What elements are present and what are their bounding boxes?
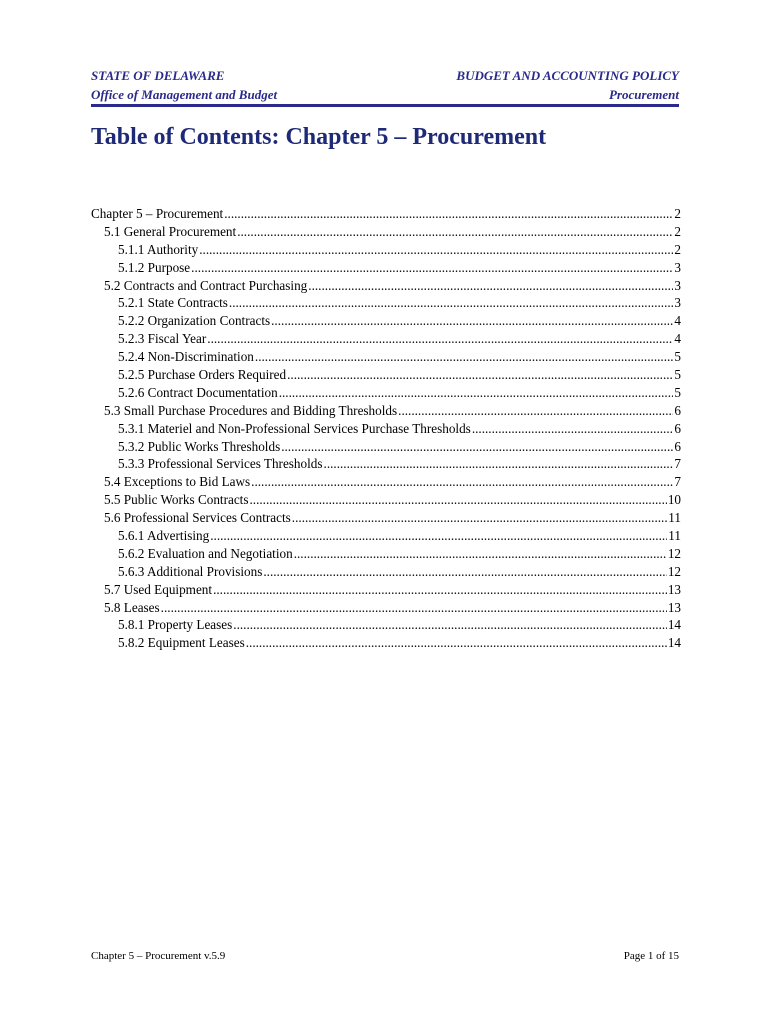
- toc-leader-dots: [271, 312, 673, 330]
- toc-leader-dots: [292, 509, 668, 527]
- toc-entry[interactable]: [91, 563, 681, 581]
- toc-leader-dots: [255, 348, 674, 366]
- toc-entry-page: 11: [668, 528, 681, 544]
- toc-entry-page: 6: [674, 438, 681, 454]
- toc-entry-page: 7: [674, 474, 681, 490]
- policy-name: BUDGET AND ACCOUNTING POLICY: [456, 68, 679, 83]
- toc-entry-page: 14: [667, 635, 681, 651]
- toc-entry-page: 2: [674, 223, 681, 239]
- toc-entry-page: 5: [674, 384, 681, 400]
- toc-entry-page: 13: [667, 581, 681, 597]
- toc-entry-label: 5.2.4 Non-Discrimination: [118, 349, 254, 365]
- toc-entry-page: 6: [674, 402, 681, 418]
- toc-entry[interactable]: [91, 473, 681, 491]
- toc-leader-dots: [210, 527, 667, 545]
- toc-entry-page: 2: [674, 241, 681, 257]
- toc-entry-page: 12: [667, 563, 681, 579]
- toc-leader-dots: [324, 455, 674, 473]
- org-name: STATE OF DELAWARE: [91, 68, 225, 83]
- header-left: [91, 66, 277, 104]
- toc-entry[interactable]: [91, 294, 681, 312]
- office-name: Office of Management and Budget: [91, 87, 278, 102]
- toc-entry[interactable]: [91, 634, 681, 652]
- toc-leader-dots: [294, 545, 667, 563]
- toc-entry[interactable]: [91, 491, 681, 509]
- toc-entry-page: 13: [667, 599, 681, 615]
- toc-leader-dots: [263, 563, 666, 581]
- toc-leader-dots: [251, 473, 673, 491]
- toc-entry-page: 5: [674, 367, 681, 383]
- toc-entry-label: 5.3 Small Purchase Procedures and Bidding Thresholds: [104, 402, 398, 418]
- toc-entry-label: 5.2.2 Organization Contracts: [118, 313, 271, 329]
- toc-entry[interactable]: [91, 277, 681, 295]
- toc-entry-label: 5.3.3 Professional Services Thresholds: [118, 456, 323, 472]
- toc-entry-label: 5.6 Professional Services Contracts: [104, 510, 291, 526]
- toc-entry[interactable]: [91, 509, 681, 527]
- toc-leader-dots: [308, 277, 673, 295]
- toc-entry-label: 5.8.1 Property Leases: [118, 617, 233, 633]
- header-right: [456, 66, 679, 104]
- toc-entry[interactable]: [91, 527, 681, 545]
- toc-entry[interactable]: [91, 616, 681, 634]
- footer-page-number: Page 1 of 15: [623, 950, 679, 962]
- toc-leader-dots: [229, 294, 674, 312]
- toc-entry[interactable]: [91, 420, 681, 438]
- toc-leader-dots: [249, 491, 666, 509]
- toc-entry[interactable]: [91, 205, 681, 223]
- toc-leader-dots: [246, 634, 667, 652]
- toc-entry-page: 2: [674, 206, 681, 221]
- toc-entry-page: 4: [674, 313, 681, 329]
- toc-entry[interactable]: [91, 545, 681, 563]
- toc-entry-page: 3: [674, 277, 681, 293]
- toc-entry[interactable]: [91, 259, 681, 277]
- toc-entry[interactable]: [91, 223, 681, 241]
- toc-entry[interactable]: [91, 241, 681, 259]
- toc-entry-page: 5: [674, 349, 681, 365]
- toc-entry[interactable]: [91, 455, 681, 473]
- toc-leader-dots: [213, 581, 667, 599]
- toc-entry-label: 5.6.1 Advertising: [118, 528, 210, 544]
- toc-entry[interactable]: [91, 438, 681, 456]
- toc-entry-label: 5.1 General Procurement: [104, 223, 237, 239]
- toc-entry-page: 3: [674, 259, 681, 275]
- toc-entry-label: 5.8 Leases: [104, 599, 160, 615]
- toc-entry-page: 7: [674, 456, 681, 472]
- toc-entry-label: 5.1.1 Authority: [118, 241, 199, 257]
- page-title: Table of Contents: Chapter 5 – Procurement: [91, 124, 547, 150]
- toc-entry-label: 5.4 Exceptions to Bid Laws: [104, 474, 251, 490]
- toc-entry-page: 6: [674, 420, 681, 436]
- toc-entry[interactable]: [91, 581, 681, 599]
- toc-entry-label: 5.6.2 Evaluation and Negotiation: [118, 545, 293, 561]
- toc-leader-dots: [398, 402, 673, 420]
- toc-entry-label: 5.2.5 Purchase Orders Required: [118, 367, 287, 383]
- toc-entry-page: 10: [667, 492, 681, 508]
- toc-leader-dots: [281, 438, 673, 456]
- toc-entry-label: 5.7 Used Equipment: [104, 581, 213, 597]
- toc-entry-label: 5.5 Public Works Contracts: [104, 492, 249, 508]
- toc-entry-page: 3: [674, 295, 681, 311]
- toc-leader-dots: [207, 330, 673, 348]
- toc-entry-label: Chapter 5 – Procurement: [91, 206, 224, 221]
- toc-leader-dots: [224, 205, 673, 223]
- toc-entry-label: 5.2.3 Fiscal Year: [118, 331, 207, 347]
- table-of-contents: [91, 205, 681, 652]
- toc-leader-dots: [233, 616, 667, 634]
- toc-entry-label: 5.2 Contracts and Contract Purchasing: [104, 277, 308, 293]
- toc-entry[interactable]: [91, 402, 681, 420]
- toc-entry-label: 5.8.2 Equipment Leases: [118, 635, 245, 651]
- toc-entry[interactable]: [91, 599, 681, 617]
- toc-leader-dots: [472, 420, 674, 438]
- toc-entry-label: 5.1.2 Purpose: [118, 259, 191, 275]
- toc-entry-label: 5.3.1 Materiel and Non-Professional Services Purchase Thresholds: [118, 420, 471, 436]
- toc-entry[interactable]: [91, 330, 681, 348]
- toc-entry-page: 14: [667, 617, 681, 633]
- toc-leader-dots: [191, 259, 673, 277]
- footer-chapter: Chapter 5 – Procurement v.5.9: [91, 950, 226, 962]
- toc-entry[interactable]: [91, 348, 681, 366]
- toc-entry[interactable]: [91, 312, 681, 330]
- toc-entry-label: 5.2.1 State Contracts: [118, 295, 228, 311]
- toc-leader-dots: [199, 241, 673, 259]
- toc-leader-dots: [237, 223, 673, 241]
- toc-entry[interactable]: [91, 366, 681, 384]
- toc-leader-dots: [161, 599, 667, 617]
- toc-leader-dots: [287, 366, 673, 384]
- toc-entry-page: 4: [674, 331, 681, 347]
- toc-entry-label: 5.2.6 Contract Documentation: [118, 384, 278, 400]
- header-rule: [91, 104, 679, 107]
- toc-entry-label: 5.3.2 Public Works Thresholds: [118, 438, 281, 454]
- toc-entry-label: 5.6.3 Additional Provisions: [118, 563, 263, 579]
- toc-entry-page: 12: [667, 545, 681, 561]
- page-header: [91, 66, 679, 104]
- toc-leader-dots: [279, 384, 674, 402]
- toc-entry[interactable]: [91, 384, 681, 402]
- policy-topic: Procurement: [608, 87, 679, 102]
- toc-entry-page: 11: [668, 510, 681, 526]
